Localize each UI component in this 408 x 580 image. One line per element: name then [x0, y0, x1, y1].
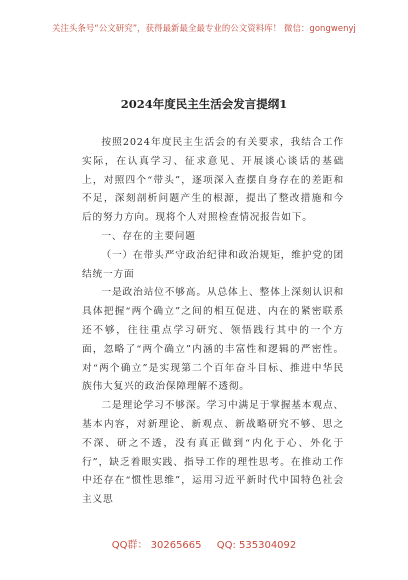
subsection-heading: （一）在带头严守政治纪律和政治规矩，维护党的团结统一方面	[82, 249, 344, 280]
document-title: 2024年度民主生活会发言提纲1	[120, 97, 288, 111]
paragraph-point-2: 二是理论学习不够深。学习中满足于掌握基本观点、基本内容，对新理论、新观点、新战略研究不够、思之不深、研之不透，没有真正做到“内化于心、外化于行”，缺乏着眼实践、指导工作的理性思考。在推动工作中还存在“惯性思维”，运用习近平新时代中国特色社会主义思	[82, 400, 344, 506]
document-body	[82, 134, 344, 510]
paragraph-intro: 按照2024年度民主生活会的有关要求，我结合工作实际，在认真学习、征求意见、开展谈心谈话的基础上，对照四个“带头”，逐项深入查摆自身存在的差距和不足，深刻剖析问题产生的根源，提出了整改措施和今后的努力方向。现将个人对照检查情况报告如下。	[82, 137, 344, 224]
footer-contact	[0, 536, 408, 551]
footer-qq-number: QQ: 535304092	[216, 540, 297, 551]
footer-qq-group: QQ群： 30265665	[111, 540, 202, 551]
header-promo-text: 关注头条号“公文研究”，获得最新最全最专业的公文资料库！ 微信：gongwenyj	[52, 23, 356, 33]
paragraph-point-1: 一是政治站位不够高。从总体上、整体上深刻认识和具体把握“两个确立”之间的相互促进、内在的紧密联系还不够，往往重点学习研究、领悟践行其中的一个方面，忽略了“两个确立”内涵的丰富性和逻辑的严密性。对“两个确立”是实现第二个百年奋斗目标、推进中华民族伟大复兴的政治保障理解不透彻。	[82, 287, 344, 393]
section-heading: 一、存在的主要问题	[101, 230, 196, 242]
